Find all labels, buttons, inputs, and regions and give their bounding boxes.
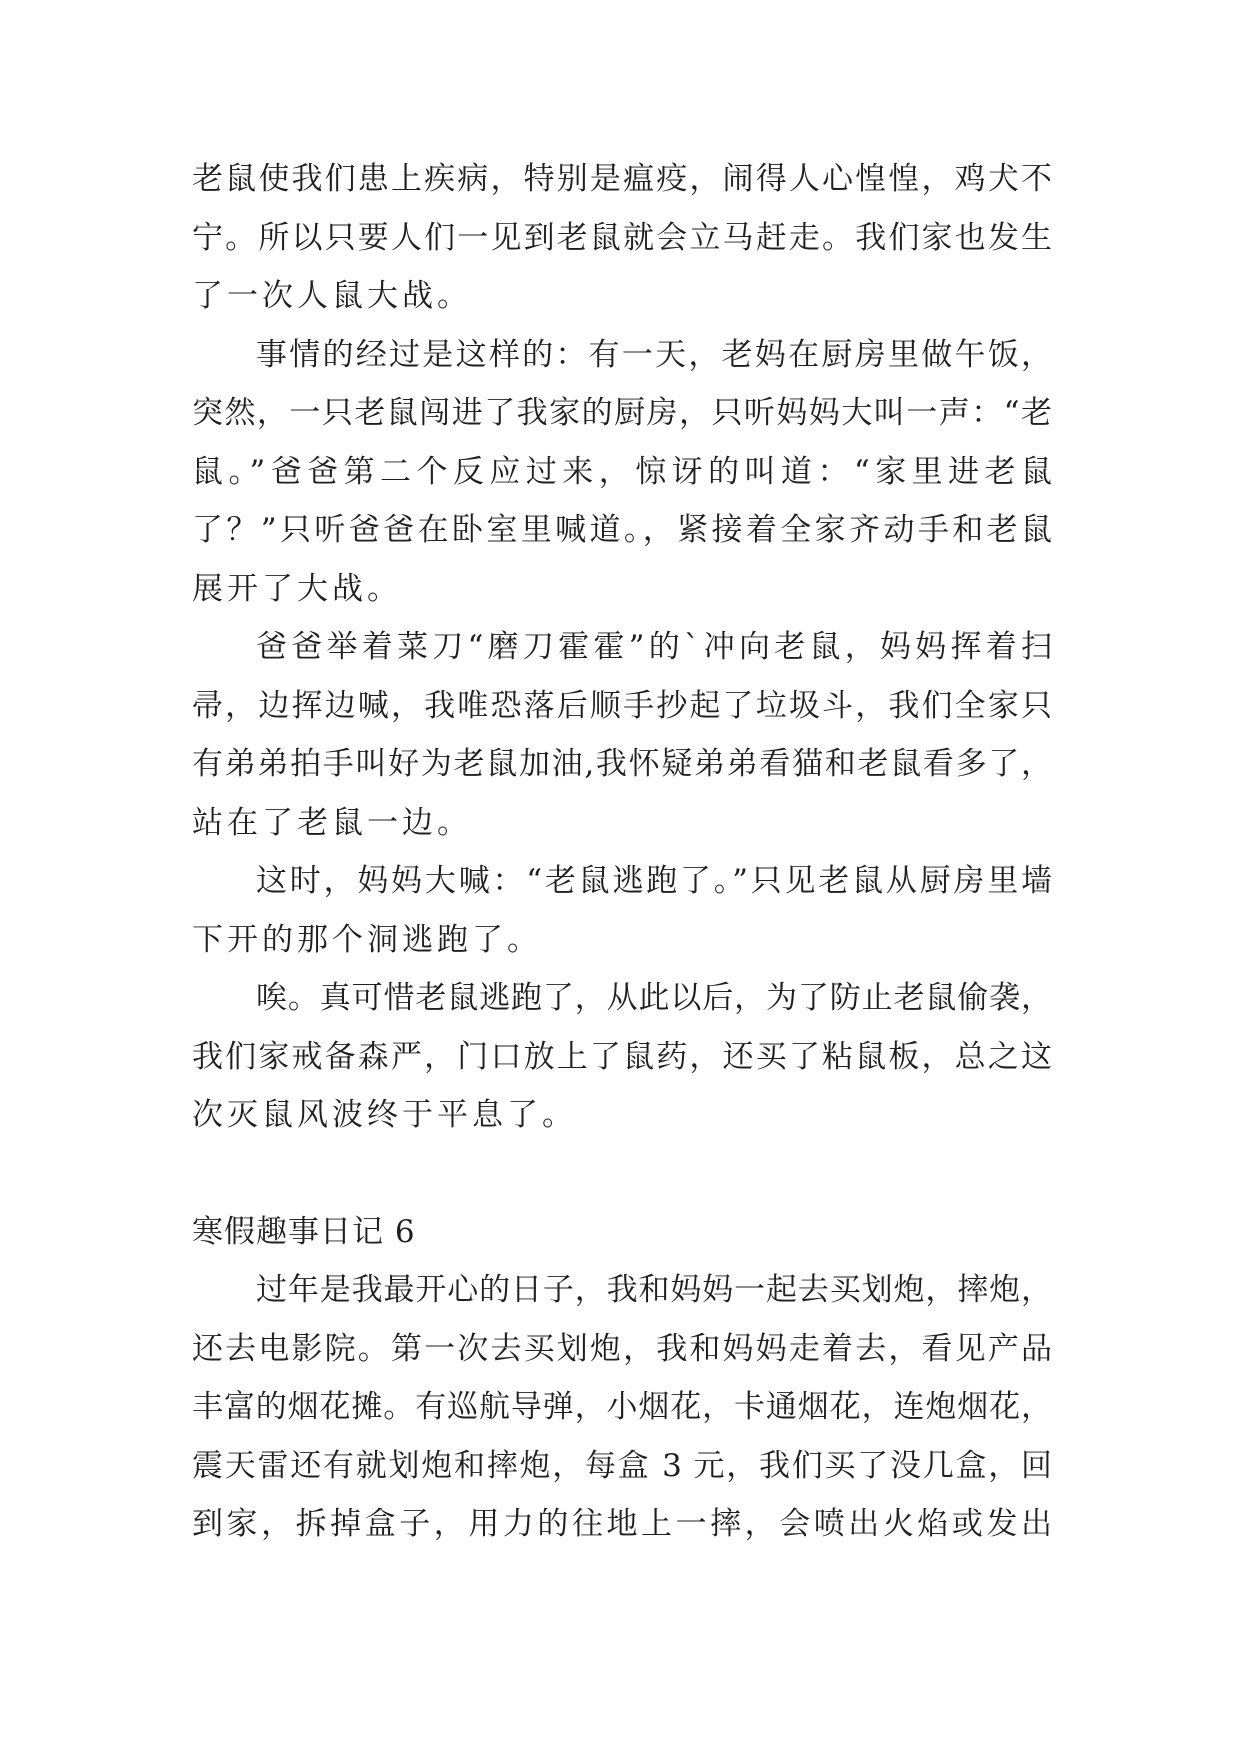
- text-line: 站在了老鼠一边。: [192, 804, 472, 841]
- section-title: 寒假趣事日记 6: [192, 1213, 416, 1250]
- text-line: 老鼠使我们患上疾病，特别是瘟疫，闹得人心惶惶，鸡犬不: [192, 161, 1052, 197]
- text-line: 还去电影院。第一次去买划炮，我和妈妈走着去，看见产品: [192, 1330, 1052, 1367]
- text-line: 震天雷还有就划炮和摔炮，每盒 3 元，我们买了没几盒，回: [192, 1447, 1052, 1484]
- text-line: 到家，拆掉盒子，用力的往地上一摔，会喷出火焰或发出: [192, 1506, 1052, 1542]
- text-line: 了一次人鼠大战。: [192, 278, 472, 314]
- text-line: 展开了大战。: [192, 570, 402, 607]
- text-line: 过年是我最开心的日子，我和妈妈一起去买划炮，摔炮，: [256, 1272, 1052, 1308]
- document-body: [192, 150, 1052, 1554]
- paragraph-6: [192, 1261, 1052, 1554]
- text-line: 下开的那个洞逃跑了。: [192, 921, 542, 958]
- text-line: 唉。真可惜老鼠逃跑了，从此以后，为了防止老鼠偷袭，: [256, 980, 1052, 1016]
- text-line: 了？”只听爸爸在卧室里喊道。，紧接着全家齐动手和老鼠: [192, 512, 1052, 548]
- paragraph-3: [192, 618, 1052, 852]
- paragraph-5: [192, 969, 1052, 1145]
- text-line: 丰富的烟花摊。有巡航导弹，小烟花，卡通烟花，连炮烟花，: [192, 1389, 1052, 1425]
- text-line: 这时，妈妈大喊：“老鼠逃跑了。”只见老鼠从厨房里墙: [256, 863, 1052, 899]
- text-line: 宁。所以只要人们一见到老鼠就会立马赶走。我们家也发生: [192, 219, 1052, 256]
- text-line: 有弟弟拍手叫好为老鼠加油,我怀疑弟弟看猫和老鼠看多了，: [192, 746, 1052, 782]
- text-line: 事情的经过是这样的：有一天，老妈在厨房里做午饭，: [256, 336, 1052, 373]
- text-line: 突然，一只老鼠闯进了我家的厨房，只听妈妈大叫一声：“老: [192, 395, 1052, 431]
- text-line: 帚，边挥边喊，我唯恐落后顺手抄起了垃圾斗，我们全家只: [192, 687, 1052, 724]
- paragraph-4: [192, 852, 1052, 969]
- paragraph-2: [192, 326, 1052, 619]
- text-line: 次灭鼠风波终于平息了。: [192, 1097, 577, 1133]
- text-line: 鼠。”爸爸第二个反应过来，惊讶的叫道：“家里进老鼠: [192, 453, 1052, 490]
- paragraph-1: [192, 150, 1052, 326]
- section-gap: [192, 1145, 1052, 1203]
- text-line: 爸爸举着菜刀“磨刀霍霍”的`冲向老鼠，妈妈挥着扫: [256, 629, 1052, 665]
- text-line: 我们家戒备森严，门口放上了鼠药，还买了粘鼠板，总之这: [192, 1038, 1052, 1075]
